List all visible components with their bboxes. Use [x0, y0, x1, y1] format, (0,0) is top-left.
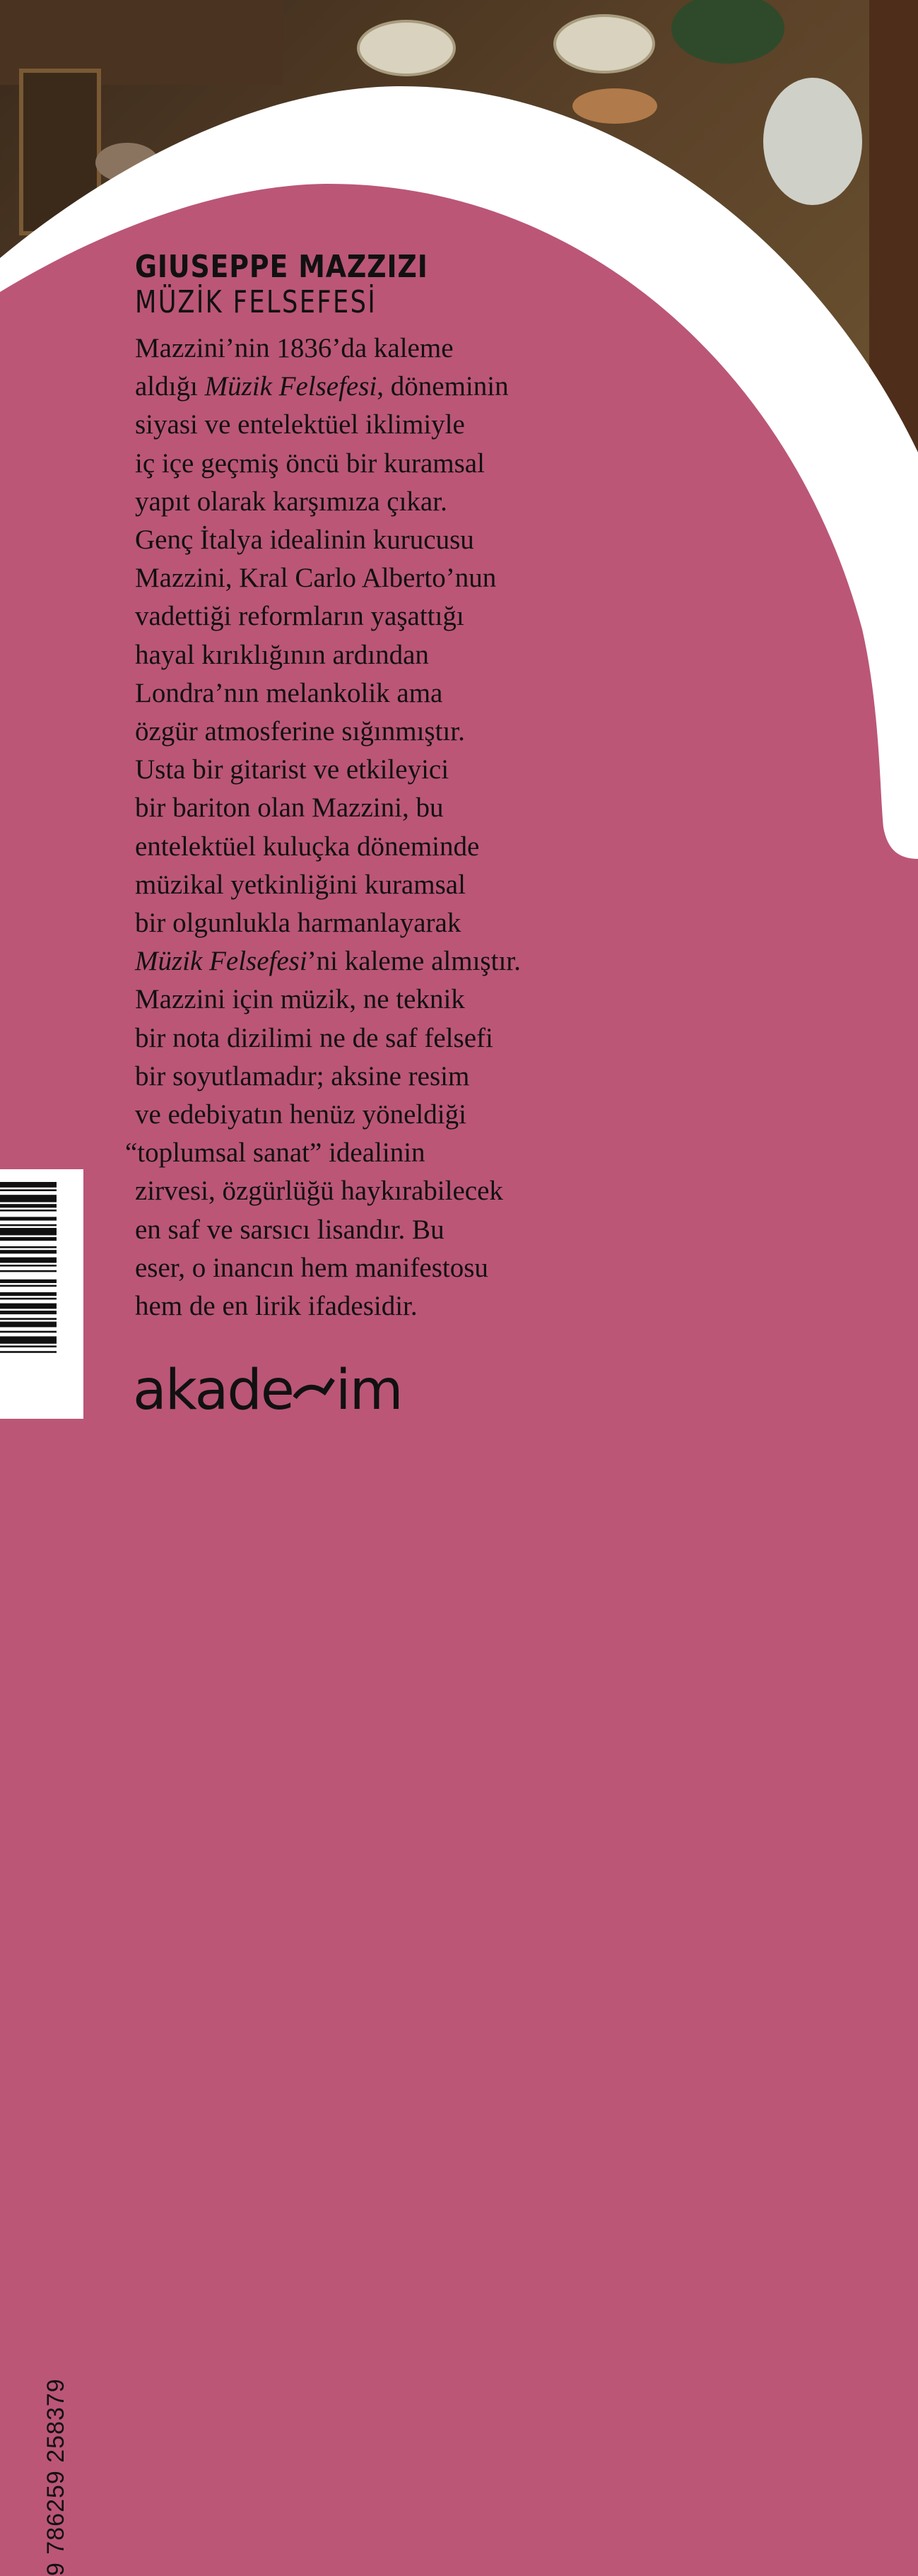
blurb-line [135, 713, 521, 751]
barcode-bar [0, 1270, 57, 1272]
blurb-segment: Londra’nın melankolik ama [135, 677, 443, 708]
logo-text-left: akade [133, 1359, 293, 1422]
blurb-line [135, 1172, 521, 1210]
blurb-line [135, 1211, 521, 1249]
blurb-line [135, 406, 521, 444]
blurb-segment: en saf ve sarsıcı lisandır. Bu [135, 1214, 445, 1245]
barcode-bar [0, 1189, 57, 1191]
blurb-segment: Mazzini için müzik, ne teknik [135, 984, 465, 1015]
blurb-line [135, 597, 521, 636]
barcode-bar [0, 1292, 57, 1296]
blurb-segment: hem de en lirik ifadesidir. [135, 1291, 418, 1322]
author-name: GIUSEPPE MAZZIZI [135, 249, 428, 285]
barcode-bar [0, 1224, 57, 1226]
barcode-bar [0, 1237, 57, 1241]
barcode-bars [0, 1169, 83, 1419]
blurb-segment: bir nota dizilimi ne de saf felsefi [135, 1022, 493, 1053]
barcode-bar [0, 1246, 57, 1248]
blurb-line [135, 674, 521, 713]
blurb-line [135, 1096, 521, 1134]
blurb-segment: ve edebiyatın henüz yöneldiği [135, 1099, 466, 1130]
blurb-line [135, 942, 521, 980]
blurb-segment: “toplumsal sanat” idealinin [125, 1137, 425, 1169]
blurb-line [135, 483, 521, 521]
blurb-segment: eser, o inancın hem manifestosu [135, 1252, 488, 1283]
barcode-bar [0, 1182, 57, 1188]
barcode-bar [0, 1285, 57, 1287]
barcode-bar [0, 1250, 57, 1253]
blurb-segment: aldığı [135, 371, 205, 402]
blurb-segment: entelektüel kuluçka döneminde [135, 831, 480, 862]
barcode-bar [0, 1298, 57, 1300]
blurb-line [135, 559, 521, 597]
blurb-line [135, 636, 521, 674]
barcode-bar [0, 1228, 57, 1235]
barcode-bar [0, 1322, 57, 1328]
barcode [0, 1169, 83, 2576]
blurb-segment: , döneminin [377, 371, 509, 402]
barcode-bar [0, 1311, 57, 1314]
barcode-bar [0, 1265, 57, 1267]
blurb-line [135, 521, 521, 559]
blurb-segment: müzikal yetkinliğini kuramsal [135, 869, 466, 900]
blurb-line [135, 789, 521, 827]
blurb-segment: siyasi ve entelektüel iklimiyle [135, 409, 465, 440]
blurb-segment: hayal kırıklığının ardından [135, 639, 429, 670]
blurb-segment: özgür atmosferine sığınmıştır. [135, 716, 465, 747]
blurb-text [125, 329, 521, 1325]
blurb-segment: Mazzini, Kral Carlo Alberto’nun [135, 563, 497, 594]
book-title: MÜZİK FELSEFESİ [135, 284, 377, 320]
blurb-line [135, 828, 521, 866]
blurb-line [135, 980, 521, 1019]
blurb-segment: Mazzini’nin 1836’da kaleme [135, 333, 454, 363]
blurb-italic-segment: Müzik Felsefesi [135, 946, 307, 977]
barcode-bar [0, 1331, 57, 1333]
barcode-bar [0, 1204, 57, 1207]
blurb-segment: vadettiği reformların yaşattığı [135, 601, 464, 632]
blurb-line [135, 368, 521, 406]
barcode-bar [0, 1195, 57, 1202]
blurb-line [135, 1058, 521, 1096]
publisher-logo [133, 1359, 402, 1422]
isbn-digits: 9 786259 258379 [42, 2378, 69, 2576]
blurb-line [135, 1019, 521, 1058]
blurb-segment: zirvesi, özgürlüğü haykırabilecek [135, 1176, 503, 1207]
barcode-bar [0, 1210, 57, 1212]
blurb-line [135, 751, 521, 789]
barcode-bar [0, 1318, 57, 1320]
logo-text-right: im [335, 1359, 402, 1422]
blurb-line [135, 329, 521, 368]
barcode-bar [0, 1280, 57, 1283]
logo-swash-icon [293, 1364, 336, 1413]
blurb-segment: Genç İtalya idealinin kurucusu [135, 525, 474, 556]
blurb-line [135, 904, 521, 942]
barcode-bar [0, 1304, 57, 1309]
blurb-line [135, 866, 521, 904]
blurb-segment: iç içe geçmiş öncü bir kuramsal [135, 447, 485, 479]
barcode-bar [0, 1217, 57, 1220]
blurb-segment: bir bariton olan Mazzini, bu [135, 792, 444, 824]
blurb-segment: Usta bir gitarist ve etkileyici [135, 754, 449, 785]
blurb-segment: bir soyutlamadır; aksine resim [135, 1060, 470, 1091]
barcode-bar [0, 1351, 57, 1353]
blurb-segment: ’ni kaleme almıştır. [307, 946, 521, 977]
barcode-bar [0, 1345, 57, 1347]
blurb-line [135, 445, 521, 483]
blurb-italic-segment: Müzik Felsefesi [204, 371, 377, 402]
blurb-line [135, 1287, 521, 1325]
blurb-line [125, 1134, 521, 1172]
blurb-segment: yapıt olarak karşımıza çıkar. [135, 486, 447, 517]
barcode-bar [0, 1336, 57, 1343]
blurb-line [135, 1249, 521, 1287]
blurb-segment: bir olgunlukla harmanlayarak [135, 908, 461, 939]
barcode-bar [0, 1258, 57, 1263]
